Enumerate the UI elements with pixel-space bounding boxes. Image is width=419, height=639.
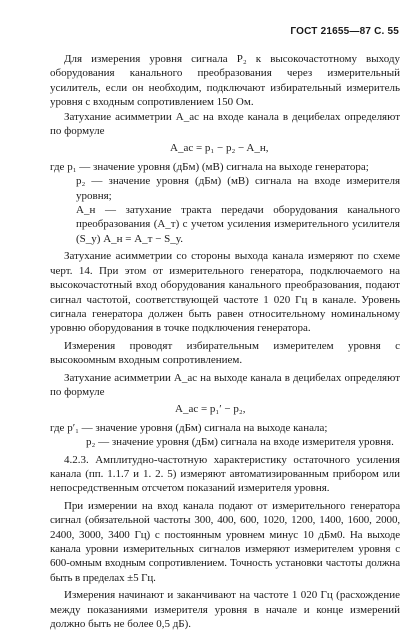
paragraph-level-measurement: Для измерения уровня сигнала P₂ к высокочастотному выходу оборудования канального преобразования через измерительный усилитель, если он необходим, подключают избирательный измеритель уровня с входным сопротивлением 150 Ом. [50,53,400,109]
formula-output-attenuation: A_ac = p₁′ − p₂, [175,403,246,416]
definition-p1-prime: где p′₁ — значение уровня (дБм) сигнала на выходе канала; [50,421,328,434]
paragraph-measurement-procedure: При измерении на вход канала подают от измерительного генератора сигнал (обязательной частоты 300, 400, 600, 1020, 1200, 1400, 1600, 2000, 2400, 3000, 3400 Гц) с постоянным уровнем минус 10 дБм0. На выходе канала уровни измерительных сигналов измеряют измерителем уровня с 600-омным входным сопротивлением. Точность установки частоты должна быть в пределах ±5 Гц. [50,499,400,584]
formula-input-attenuation: A_ac = p₁ − p₂ − A_н, [170,142,269,155]
paragraph-selective-meter: Измерения проводят избирательным измерителем уровня с высокоомным входным сопротивлением. [50,339,400,367]
paragraph-frequency-response: 4.2.3. Амплитудно-частотную характеристику остаточного усиления канала (пп. 1.1.7 и 1. 2. 5) измеряют автоматизированным прибором или непосредственным отсчетом показаний измерителя уровня. [50,453,400,495]
paragraph-start-end-frequency: Измерения начинают и заканчивают на частоте 1 020 Гц (расхождение между показаниями измерителя уровня в начале и конце измерений должно быть не более 0,5 дБ). [50,589,400,631]
paragraph-output-attenuation-method: Затухание асимметрии со стороны выхода канала измеряют по схеме черт. 14. При этом от измерительного генератора, подключаемого на высокочастотный вход оборудования канального преобразования, подают сигнал частотой, соответствующей частоте 1 020 Гц в канале. Уровень сигнала генератора должен быть равен относительному номинальному уровню оборудования в точке подключения генератора. [50,250,400,335]
paragraph-input-attenuation-intro: Затухание асимметрии A_ac на входе канала в децибелах определяют по формуле [50,110,400,138]
paragraph-output-attenuation-intro: Затухание асимметрии A_ac на выходе канала в децибелах определяют по формуле [50,371,400,398]
definition-p2-output: p₂ — значение уровня (дБм) сигнала на входе измерителя уровня. [86,436,394,449]
definition-p1: где p₁ — значение уровня (дБм) (мВ) сигнала на выходе генератора; [50,160,369,173]
definition-p2: p₂ — значение уровня (дБм) (мВ) сигнала на входе измерителя уровня; [76,175,400,202]
definition-an: A_н — затухание тракта передачи оборудования канального преобразования (A_т) с учетом усиления измерительного усилителя (S_у) A_н = A_т − S_у. [76,204,400,245]
document-body [50,52,400,631]
page-header: ГОСТ 21655—87 С. 55 [290,26,399,37]
